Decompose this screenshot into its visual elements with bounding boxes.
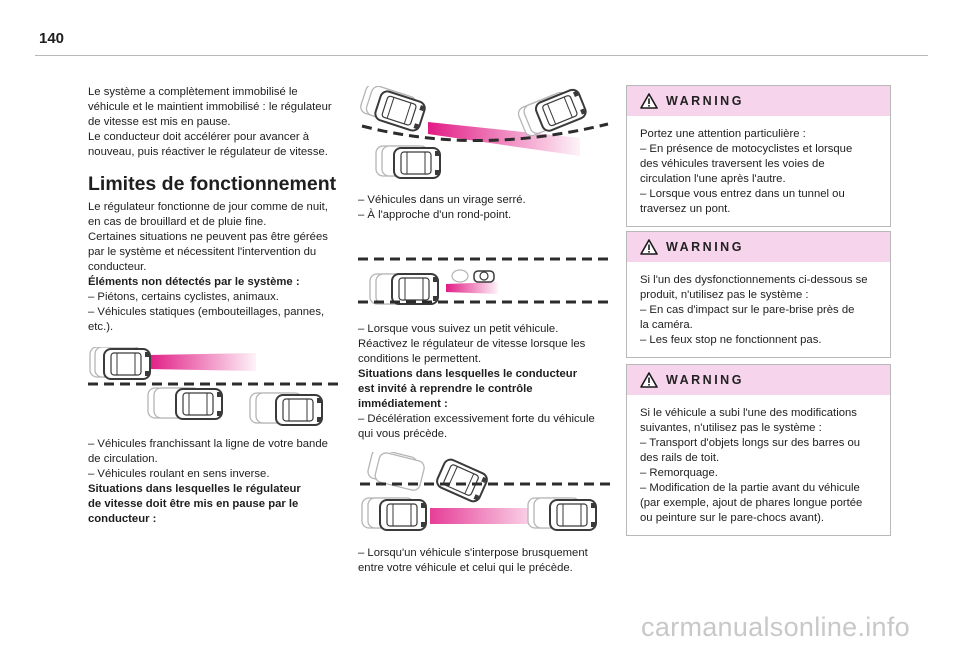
text-line: ou peinture sur le pare-chocs avant). bbox=[640, 512, 824, 524]
warning-triangle-icon bbox=[640, 372, 658, 388]
illustration-small-vehicle bbox=[356, 254, 614, 314]
warning-header bbox=[627, 86, 890, 116]
column-1-lower bbox=[88, 437, 350, 527]
crossing-car bbox=[104, 349, 150, 379]
adjacent-car bbox=[394, 148, 440, 178]
list-item: etc.). bbox=[88, 321, 114, 333]
text-line: des rails de toit. bbox=[640, 452, 720, 464]
list-item: – Lorsque vous suivez un petit véhicule. bbox=[358, 323, 559, 335]
text-line: véhicule et le maintient immobilisé : le régulateur bbox=[88, 101, 332, 113]
intro-paragraph bbox=[88, 85, 350, 160]
subheading-pause: Situations dans lesquelles le régulateur bbox=[88, 483, 301, 495]
text-line: Le conducteur doit accélérer pour avancer à bbox=[88, 131, 310, 143]
warning-box-2 bbox=[626, 231, 891, 358]
text-line: – Remorquage. bbox=[640, 467, 718, 479]
list-item: – Véhicules roulant en sens inverse. bbox=[88, 468, 270, 480]
text-line: suivantes, n'utilisez pas le système : bbox=[640, 422, 822, 434]
warning-title: WARNING bbox=[666, 94, 744, 108]
text-line: circulation l'une après l'autre. bbox=[640, 173, 786, 185]
motorcycle-icon bbox=[452, 270, 494, 282]
text-line: (par exemple, ajout de phares longue portée bbox=[640, 497, 863, 509]
header-rule bbox=[35, 55, 928, 56]
list-item: entre votre véhicule et celui qui le précède. bbox=[358, 562, 573, 574]
text-line: Le régulateur fonctionne de jour comme de nuit, bbox=[88, 201, 328, 213]
warning-body bbox=[627, 395, 890, 535]
list-cut-in bbox=[358, 546, 620, 576]
list-small-vehicle bbox=[358, 322, 620, 442]
front-car bbox=[550, 500, 596, 530]
warning-body bbox=[627, 116, 890, 226]
warning-triangle-icon bbox=[640, 239, 658, 255]
list-item: – Véhicules franchissant la ligne de votre bande bbox=[88, 438, 328, 450]
own-car bbox=[374, 90, 427, 133]
text-line: Le système a complètement immobilisé le bbox=[88, 86, 298, 98]
warning-header bbox=[627, 232, 890, 262]
text-line: – En cas d'impact sur le pare-brise près de bbox=[640, 304, 855, 316]
text-line: la caméra. bbox=[640, 319, 693, 331]
front-car bbox=[534, 88, 588, 133]
list-item: de circulation. bbox=[88, 453, 158, 465]
warning-triangle-icon bbox=[640, 93, 658, 109]
text-line: – Modification de la partie avant du véhicule bbox=[640, 482, 860, 494]
list-item: – Décélération excessivement forte du véhicule bbox=[358, 413, 595, 425]
subheading-undetected: Éléments non détectés par le système : bbox=[88, 276, 300, 288]
list-item: – Piétons, certains cyclistes, animaux. bbox=[88, 291, 279, 303]
column-1 bbox=[88, 85, 350, 335]
watermark: carmanualsonline.info bbox=[641, 612, 910, 642]
text-line: par le système et nécessitent l'intervention du bbox=[88, 246, 317, 258]
sensor-beam bbox=[446, 282, 498, 294]
text-line: en cas de brouillard et de pluie fine. bbox=[88, 216, 267, 228]
illustration-cut-in bbox=[358, 452, 614, 534]
subheading-pause: de vitesse doit être mis en pause par le bbox=[88, 498, 299, 510]
text-line: des véhicules traversent les voies de bbox=[640, 158, 825, 170]
list-item: – Véhicules statiques (embouteillages, pannes, bbox=[88, 306, 325, 318]
text-line: conducteur. bbox=[88, 261, 147, 273]
list-crossing bbox=[88, 437, 350, 527]
front-car bbox=[276, 395, 322, 425]
section-heading: Limites de fonctionnement bbox=[88, 173, 337, 195]
warning-box-3 bbox=[626, 364, 891, 536]
text-line: traversez un pont. bbox=[640, 203, 731, 215]
text-line: Portez une attention particulière : bbox=[640, 128, 806, 140]
sensor-beam bbox=[148, 353, 256, 371]
subheading-takeover: Situations dans lesquelles le conducteur bbox=[358, 368, 578, 380]
list-item: conditions le permettent. bbox=[358, 353, 482, 365]
illustration-sharp-curve bbox=[358, 86, 612, 182]
column-2-bottom bbox=[358, 546, 620, 576]
warning-body bbox=[627, 262, 890, 357]
list-item: Réactivez le régulateur de vitesse lorsque les bbox=[358, 338, 586, 350]
list-curve bbox=[358, 193, 618, 223]
text-line: – Transport d'objets longs sur des barres ou bbox=[640, 437, 861, 449]
page-number: 140 bbox=[39, 30, 65, 47]
text-line: produit, n'utilisez pas le système : bbox=[640, 289, 809, 301]
cut-in-car bbox=[435, 457, 489, 503]
subheading-pause: conducteur : bbox=[88, 513, 157, 525]
warning-header bbox=[627, 365, 890, 395]
subheading-takeover: est invité à reprendre le contrôle bbox=[358, 383, 533, 395]
limits-paragraph bbox=[88, 200, 350, 335]
list-item: – Lorsqu'un véhicule s'interpose brusquement bbox=[358, 547, 588, 559]
text-line: – Lorsque vous entrez dans un tunnel ou bbox=[640, 188, 845, 200]
text-line: de vitesse est mis en pause. bbox=[88, 116, 231, 128]
warning-title: WARNING bbox=[666, 373, 744, 387]
text-line: Certaines situations ne peuvent pas être gérées bbox=[88, 231, 328, 243]
own-car bbox=[176, 389, 222, 419]
illustration-crossing-vehicle bbox=[86, 347, 348, 427]
column-2-middle bbox=[358, 322, 620, 442]
own-car bbox=[380, 500, 426, 530]
text-line: Si le véhicule a subi l'une des modifications bbox=[640, 407, 857, 419]
column-2-top bbox=[358, 193, 618, 223]
subheading-takeover: immédiatement : bbox=[358, 398, 448, 410]
text-line: – En présence de motocyclistes et lorsque bbox=[640, 143, 853, 155]
list-item: – À l'approche d'un rond-point. bbox=[358, 209, 512, 221]
list-item: qui vous précède. bbox=[358, 428, 448, 440]
warning-box-1 bbox=[626, 85, 891, 227]
own-car bbox=[392, 274, 438, 304]
warning-title: WARNING bbox=[666, 240, 744, 254]
text-line: – Les feux stop ne fonctionnent pas. bbox=[640, 334, 822, 346]
text-line: nouveau, puis réactiver le régulateur de vitesse. bbox=[88, 146, 328, 158]
text-line: Si l'un des dysfonctionnements ci-dessous se bbox=[640, 274, 868, 286]
list-item: – Véhicules dans un virage serré. bbox=[358, 194, 526, 206]
